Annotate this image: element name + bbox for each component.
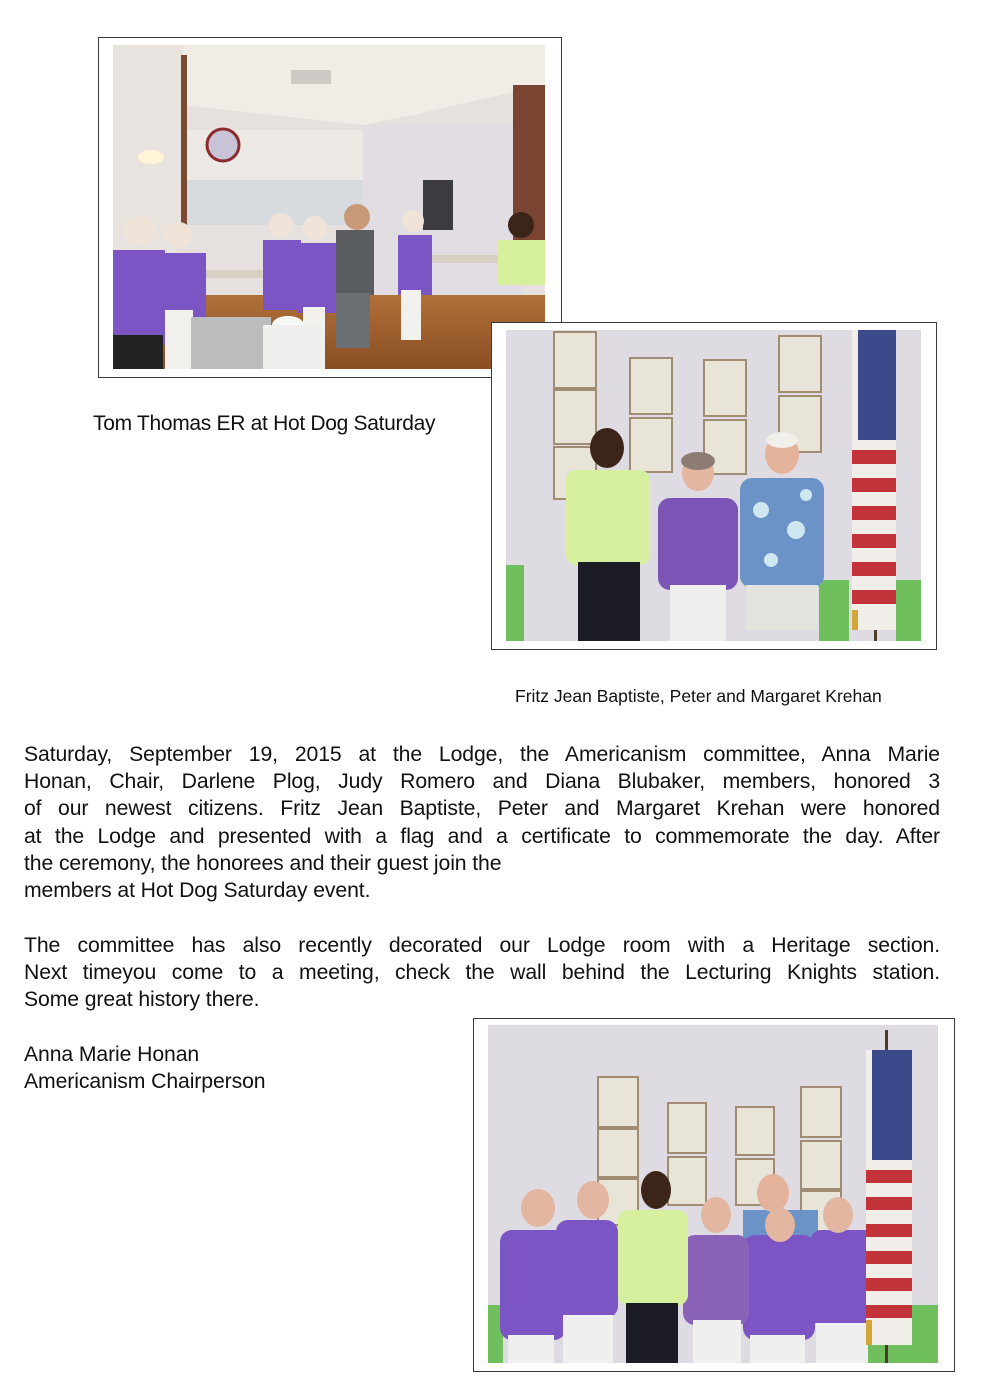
article-line: Honan, Chair, Darlene Plog, Judy Romero and Diana Blubaker, members, honored 3	[24, 770, 940, 794]
photo-committee-group-image	[488, 1025, 938, 1363]
photo-new-citizens-image	[506, 330, 921, 641]
article-line: The committee has also recently decorated our Lodge room with a Heritage section.	[24, 934, 940, 957]
article-paragraph-1	[24, 741, 940, 904]
caption-hot-dog-saturday: Tom Thomas ER at Hot Dog Saturday	[93, 412, 436, 435]
photo-new-citizens	[506, 330, 921, 641]
signature-block	[24, 1041, 424, 1095]
article-line: Saturday, September 19, 2015 at the Lodge, the Americanism committee, Anna Marie	[24, 743, 940, 766]
caption-new-citizens: Fritz Jean Baptiste, Peter and Margaret Krehan	[515, 686, 882, 706]
article-line: members at Hot Dog Saturday event.	[24, 879, 371, 903]
article-line: Next timeyou come to a meeting, check the wall behind the Lecturing Knights station.	[24, 961, 940, 985]
article-paragraph-2	[24, 932, 940, 1014]
article-line: of our newest citizens. Fritz Jean Baptiste, Peter and Margaret Krehan were honored	[24, 797, 940, 821]
photo-hot-dog-saturday-image	[113, 45, 545, 369]
signature-title: Americanism Chairperson	[24, 1070, 266, 1094]
signature-name: Anna Marie Honan	[24, 1043, 200, 1066]
photo-committee-group	[488, 1025, 938, 1363]
article-line: Some great history there.	[24, 988, 260, 1012]
article-line: the ceremony, the honorees and their guest join the	[24, 851, 502, 875]
article-line: at the Lodge and presented with a flag and a certificate to commemorate the day. After	[24, 824, 940, 848]
photo-hot-dog-saturday	[113, 45, 545, 369]
